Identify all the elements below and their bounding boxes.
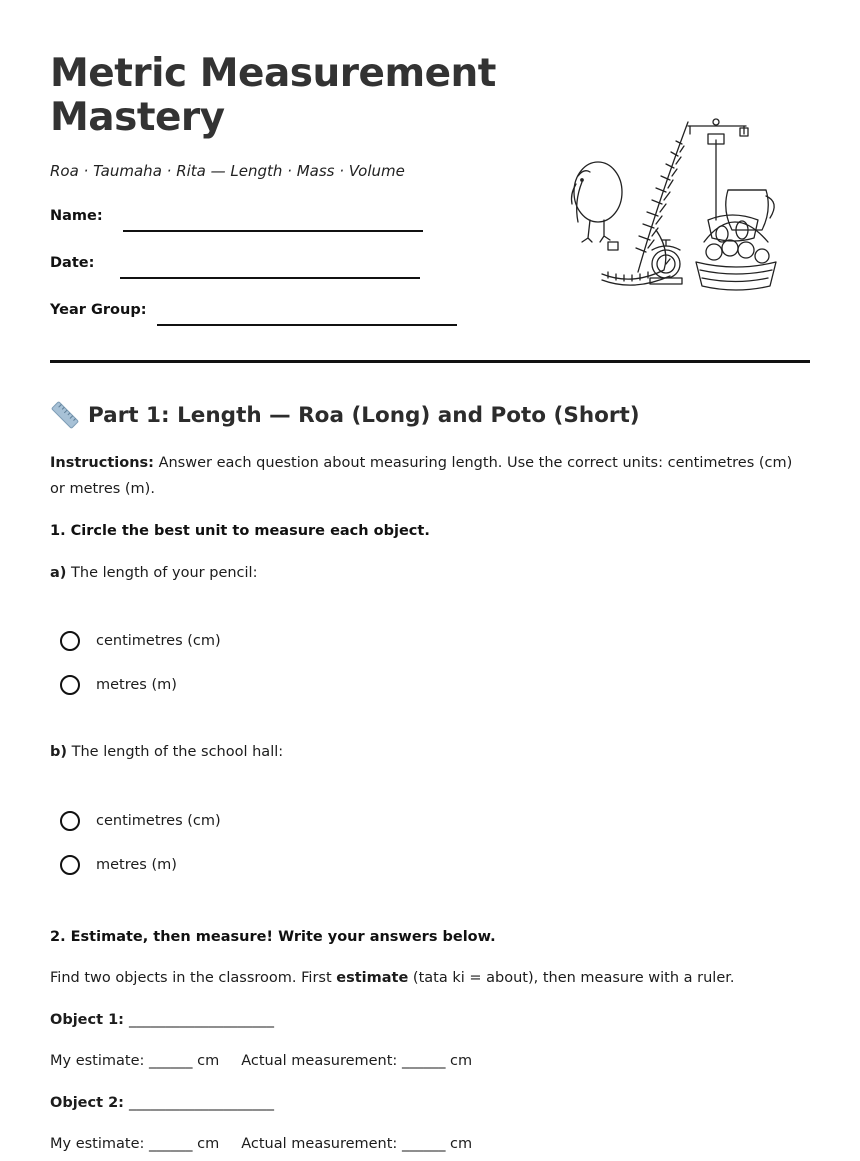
option-1a-metres[interactable] (60, 675, 177, 695)
actual-1-blank[interactable]: ______ (401, 1053, 446, 1069)
object-2-blank[interactable]: ____________________ (129, 1095, 275, 1111)
balance-scale-icon (688, 119, 748, 220)
object-2-measure-row (50, 1136, 472, 1152)
question-2-intro (50, 970, 735, 986)
object-1-blank[interactable]: ____________________ (129, 1012, 275, 1028)
object-1-row[interactable] (50, 1012, 274, 1028)
estimate-label: My estimate: (50, 1136, 150, 1152)
date-input-line[interactable] (120, 277, 420, 279)
option-label: metres (m) (96, 857, 177, 873)
title-line-1: Metric Measurement (50, 51, 496, 96)
question-1-label: 1. Circle the best unit to measure each object. (50, 523, 430, 539)
radio-circle[interactable] (60, 811, 80, 831)
year-group-label: Year Group: (50, 302, 147, 318)
object-2-label: Object 2: (50, 1095, 130, 1111)
object-1-measure-row (50, 1053, 472, 1069)
page-title (50, 52, 496, 140)
estimate-unit: cm (192, 1136, 220, 1152)
estimate-2-blank[interactable]: ______ (149, 1136, 193, 1152)
option-1a-centimetres[interactable] (60, 631, 221, 651)
estimate-unit: cm (192, 1053, 220, 1069)
measurement-illustration (568, 112, 784, 298)
actual-label: Actual measurement: (241, 1136, 402, 1152)
question-1a (50, 565, 257, 581)
actual-unit: cm (445, 1053, 473, 1069)
page-subtitle: Roa · Taumaha · Rita — Length · Mass · Volume (50, 162, 405, 180)
option-label: metres (m) (96, 677, 177, 693)
question-1b-letter: b) (50, 744, 68, 760)
option-1b-centimetres[interactable] (60, 811, 221, 831)
actual-2-blank[interactable]: ______ (401, 1136, 446, 1152)
question-1b (50, 744, 283, 760)
radio-circle[interactable] (60, 855, 80, 875)
date-label: Date: (50, 255, 95, 271)
kiwi-bird-icon (572, 162, 623, 242)
option-label: centimetres (cm) (96, 813, 221, 829)
name-label: Name: (50, 208, 103, 224)
name-field (50, 208, 423, 224)
year-group-input-line[interactable] (157, 324, 457, 326)
instructions (50, 450, 795, 502)
option-1b-metres[interactable] (60, 855, 177, 875)
intro-bold: estimate (336, 970, 409, 986)
object-2-row[interactable] (50, 1095, 274, 1111)
option-label: centimetres (cm) (96, 633, 221, 649)
actual-label: Actual measurement: (241, 1053, 402, 1069)
question-2-label: 2. Estimate, then measure! Write your answers below. (50, 929, 496, 945)
name-input-line[interactable] (123, 230, 423, 232)
instructions-label: Instructions: (50, 455, 154, 471)
estimate-1-blank[interactable]: ______ (149, 1053, 193, 1069)
part1-heading-text: Part 1: Length — Roa (Long) and Poto (Short) (88, 402, 640, 428)
radio-circle[interactable] (60, 675, 80, 695)
question-1b-text: The length of the school hall: (67, 744, 284, 760)
instructions-text: Answer each question about measuring length. Use the correct units: centimetres (cm) or metres (m). (50, 455, 793, 497)
year-group-field (50, 302, 457, 318)
radio-circle[interactable] (60, 631, 80, 651)
object-1-label: Object 1: (50, 1012, 130, 1028)
estimate-label: My estimate: (50, 1053, 150, 1069)
intro-pre: Find two objects in the classroom. First (50, 970, 337, 986)
section-divider (50, 360, 810, 363)
jug-icon (726, 190, 774, 230)
title-line-2: Mastery (50, 95, 225, 140)
question-1a-text: The length of your pencil: (66, 565, 258, 581)
ruler-icon (50, 400, 80, 430)
part1-heading (50, 400, 640, 430)
actual-unit: cm (445, 1136, 473, 1152)
intro-post: (tata ki = about), then measure with a ruler. (408, 970, 735, 986)
question-1a-letter: a) (50, 565, 67, 581)
date-field (50, 255, 420, 271)
